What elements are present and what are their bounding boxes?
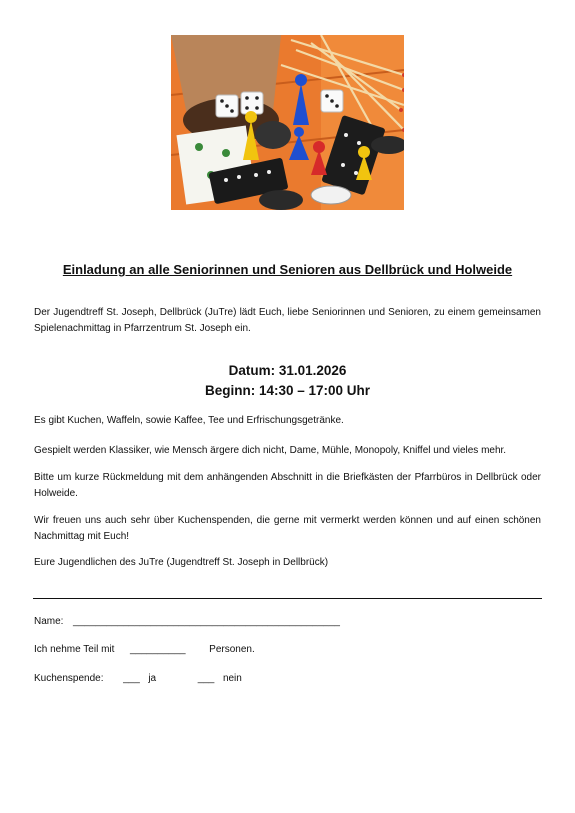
cake-donation-row [34, 672, 242, 686]
yes-label: ja [148, 673, 157, 684]
signature-line: Eure Jugendlichen des JuTre (Jugendtreff St. Joseph in Dellbrück) [34, 557, 329, 568]
participate-label: Ich nehme Teil mit [34, 644, 115, 655]
no-blank[interactable]: ___ [197, 673, 215, 684]
board-games-photo [171, 35, 404, 210]
invitation-heading: Einladung an alle Seniorinnen und Senioren aus Dellbrück und Holweide [62, 262, 513, 277]
event-date: Datum: 31.01.2026 [228, 363, 347, 378]
participation-row [34, 643, 255, 657]
intro-paragraph: Der Jugendtreff St. Joseph, Dellbrück (JuTre) lädt Euch, liebe Seniorinnen und Senioren, zu einem gemeinsamen Spielenachmittag in Pfarrzentrum St. Joseph ein. [34, 307, 541, 334]
no-label: nein [222, 673, 242, 684]
reply-paragraph: Bitte um kurze Rückmeldung mit dem anhängenden Abschnitt in die Briefkästen der Pfarrbüros in Dellbrück oder Holweide. [34, 472, 541, 499]
cut-off-divider [33, 598, 542, 599]
persons-label: Personen. [209, 644, 255, 655]
games-paragraph: Gespielt werden Klassiker, wie Mensch ärgere dich nicht, Dame, Mühle, Monopoly, Kniffel und vieles mehr. [34, 445, 507, 456]
cake-donation-paragraph: Wir freuen uns auch sehr über Kuchenspenden, die gerne mit vermerkt werden können und auf einen schönen Nachmittag mit Euch! [34, 515, 541, 542]
event-time: Beginn: 14:30 – 17:00 Uhr [204, 383, 371, 398]
yes-blank[interactable]: ___ [123, 673, 140, 684]
persons-count-blank[interactable]: __________ [129, 644, 186, 655]
name-row [34, 615, 340, 629]
cake-donation-label: Kuchenspende: [34, 673, 104, 684]
name-blank[interactable]: ________________________________________________ [73, 616, 340, 627]
name-label: Name: [34, 616, 64, 627]
food-paragraph: Es gibt Kuchen, Waffeln, sowie Kaffee, Tee und Erfrischungsgetränke. [34, 415, 344, 426]
